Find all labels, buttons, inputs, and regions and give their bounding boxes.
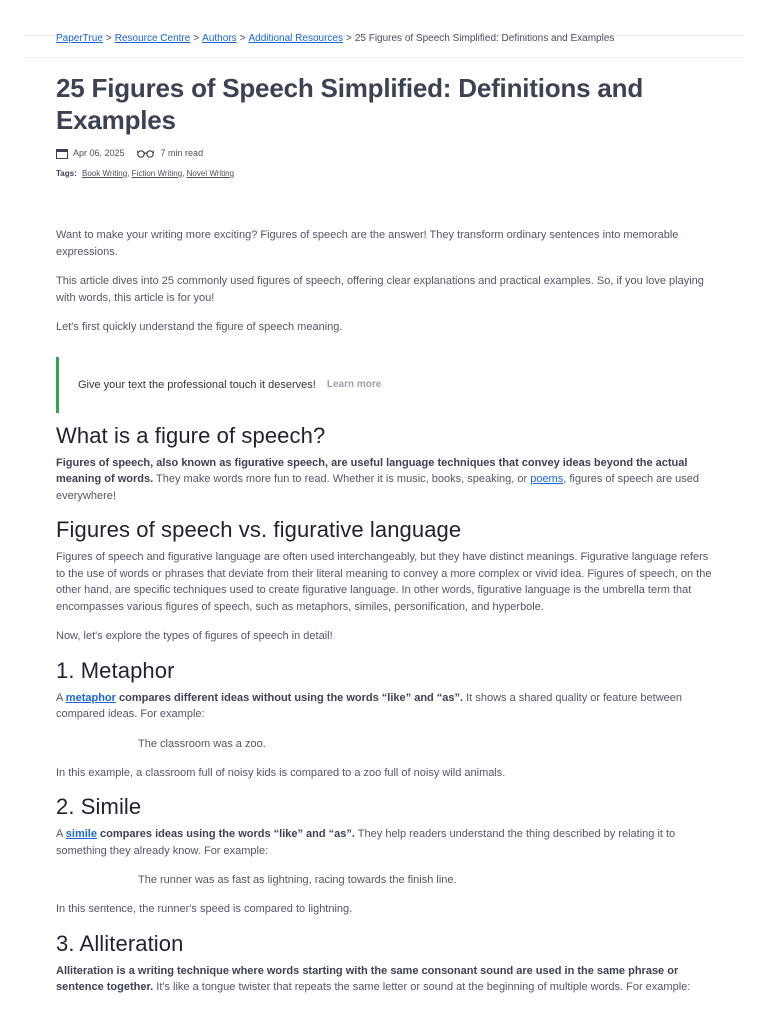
- heading-simile: 2. Simile: [56, 794, 142, 819]
- alliteration-bold: Alliteration is a writing technique where words starting with the same consonant sound are used in the same phrase or sentence together.: [56, 964, 679, 993]
- tag-separator: ,: [182, 169, 185, 178]
- definition-text-end: , figures of speech are used everywhere!: [56, 473, 699, 502]
- poems-link[interactable]: poems: [530, 473, 564, 485]
- breadcrumb-current: 25 Figures of Speech Simplified: Definitions and Examples: [354, 33, 615, 44]
- alliteration-rest: It's like a tongue twister that repeats the same letter or sound at the beginning of multiple words. For example:: [153, 981, 691, 993]
- simile-paragraph: [56, 826, 716, 859]
- metaphor-lead: A: [56, 691, 66, 704]
- article: [56, 72, 716, 996]
- metaphor-rest: It shows a shared quality or feature between compared ideas. For example:: [56, 691, 683, 720]
- breadcrumb-link-home[interactable]: PaperTrue: [56, 33, 103, 44]
- simile-link[interactable]: simile: [65, 828, 97, 840]
- publish-date: Apr 06, 2025: [73, 148, 125, 158]
- tag-link-novel-writing[interactable]: Novel Writing: [186, 169, 235, 178]
- heading-figures-vs-figurative: Figures of speech vs. figurative language: [56, 517, 462, 542]
- metaphor-link[interactable]: metaphor: [65, 691, 116, 704]
- breadcrumb-link-resource-centre[interactable]: Resource Centre: [114, 33, 191, 44]
- simile-bold: compares ideas using the words “like” and “as”.: [96, 828, 355, 840]
- definition-text: They make words more fun to read. Whether it is music, books, speaking, or: [153, 473, 531, 485]
- breadcrumb-separator: >: [193, 33, 200, 44]
- tags-row: [56, 169, 716, 178]
- tag-link-book-writing[interactable]: Book Writing: [81, 169, 128, 178]
- article-meta: [56, 146, 716, 160]
- tags-label: Tags:: [56, 169, 77, 178]
- intro-paragraph-3: Let's first quickly understand the figure of speech meaning.: [56, 321, 343, 333]
- breadcrumb-separator: >: [239, 33, 246, 44]
- intro-paragraph-1: Want to make your writing more exciting? Figures of speech are the answer! They transform ordinary sentences into memorable expressions.: [56, 229, 679, 258]
- breadcrumb-link-additional-resources[interactable]: Additional Resources: [248, 33, 343, 44]
- simile-example: The runner was as fast as lightning, racing towards the finish line.: [138, 874, 457, 886]
- metaphor-paragraph: [56, 690, 716, 723]
- definition-paragraph: [56, 455, 716, 505]
- calendar-icon: [56, 148, 68, 159]
- simile-rest: They help readers understand the thing described by relating it to something they already know. For example:: [56, 828, 676, 857]
- page-title: 25 Figures of Speech Simplified: Definitions and Examples: [56, 73, 644, 135]
- breadcrumb-link-authors[interactable]: Authors: [202, 33, 237, 44]
- simile-lead: A: [56, 828, 66, 840]
- heading-what-is-figure-of-speech: What is a figure of speech?: [56, 422, 326, 448]
- metaphor-example: The classroom was a zoo.: [138, 737, 266, 750]
- breadcrumb: [56, 33, 614, 44]
- breadcrumb-separator: >: [345, 33, 352, 44]
- alliteration-paragraph: [56, 963, 716, 996]
- vs-paragraph: Figures of speech and figurative language are often used interchangeably, but they have distinct meanings. Figurative language refers to the use of words or phrases that deviate from their literal meaning to convey a more complex or vivid idea. Figures of speech, on the other hand, are specific techniques used to create figurative language. In other words, figurative language is the umbrella term that encompasses various figures of speech, such as metaphors, similes, personification, and hyperbole.: [56, 551, 712, 613]
- intro-paragraph-2: This article dives into 25 commonly used figures of speech, offering clear explanations and practical examples. So, if you love playing with words, this article is for you!: [56, 275, 704, 304]
- heading-alliteration: 3. Alliteration: [56, 930, 184, 956]
- tag-link-fiction-writing[interactable]: Fiction Writing: [131, 169, 183, 178]
- metaphor-explanation: In this example, a classroom full of noisy kids is compared to a zoo full of noisy wild animals.: [56, 766, 506, 779]
- header-divider: [24, 57, 744, 58]
- promo-callout: [56, 357, 716, 413]
- learn-more-link[interactable]: Learn more: [326, 379, 382, 390]
- transition-paragraph: Now, let's explore the types of figures of speech in detail!: [56, 630, 333, 642]
- callout-text: Give your text the professional touch it deserves!: [78, 378, 316, 391]
- metaphor-bold: compares different ideas without using the words “like” and “as”.: [115, 691, 464, 704]
- read-time: 7 min read: [160, 148, 204, 158]
- heading-metaphor: 1. Metaphor: [56, 657, 175, 683]
- simile-explanation: In this sentence, the runner's speed is compared to lightning.: [56, 903, 353, 915]
- tag-separator: ,: [127, 169, 130, 178]
- breadcrumb-separator: >: [105, 33, 112, 44]
- reading-glasses-icon: [137, 149, 154, 158]
- definition-bold: Figures of speech, also known as figurative speech, are useful language techniques that convey ideas beyond the actual meaning of words.: [56, 456, 688, 485]
